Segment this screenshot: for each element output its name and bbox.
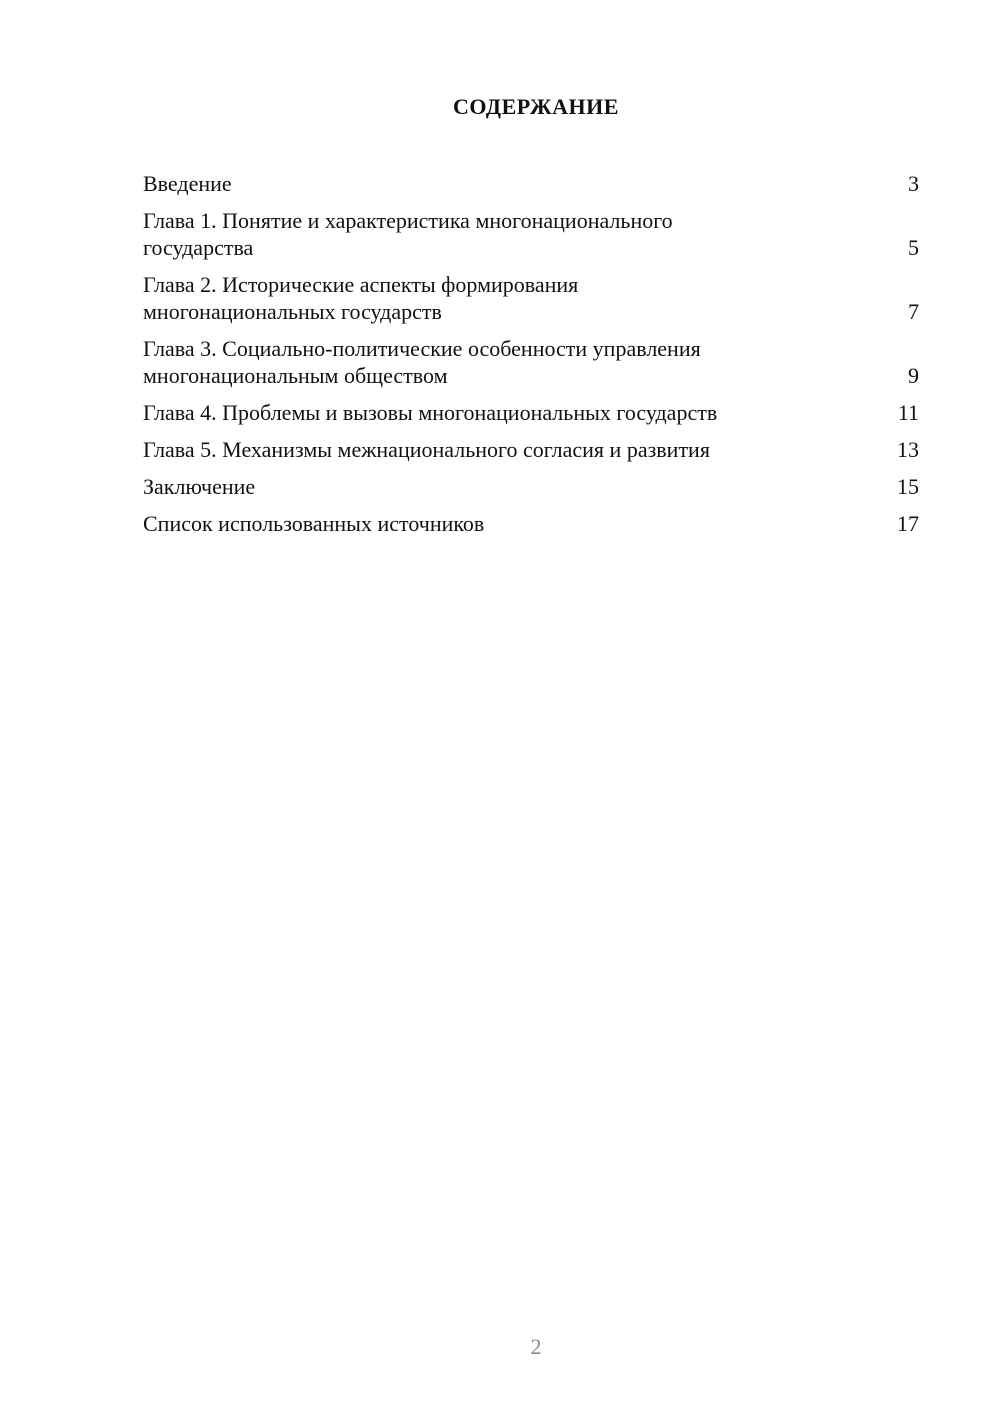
toc-entry-chapter-5 <box>143 436 919 463</box>
toc-entry-page: 13 <box>897 437 919 462</box>
toc-entry-line: многонациональным обществом <box>143 363 448 388</box>
toc-entry-page: 15 <box>897 474 919 499</box>
toc-entry-line: Глава 2. Исторические аспекты формирования <box>143 272 579 297</box>
page-number: 2 <box>530 1334 542 1359</box>
toc-entry-chapter-4 <box>143 399 919 426</box>
table-of-contents <box>143 170 919 547</box>
toc-entry-page: 3 <box>908 171 919 196</box>
toc-entry-title <box>143 436 710 463</box>
toc-title: СОДЕРЖАНИЕ <box>453 94 619 119</box>
toc-entry-references <box>143 510 919 537</box>
toc-entry-line: Глава 3. Социально-политические особенности управления <box>143 336 701 361</box>
toc-entry-introduction <box>143 170 919 197</box>
toc-entry-title <box>143 510 484 537</box>
toc-entry-title <box>143 170 232 197</box>
toc-entry-title <box>143 399 717 426</box>
toc-entry-chapter-3 <box>143 335 919 389</box>
toc-entry-page: 11 <box>897 400 919 425</box>
toc-entry-conclusion <box>143 473 919 500</box>
toc-entry-line: Глава 5. Механизмы межнационального согласия и развития <box>143 437 710 462</box>
toc-entry-title <box>143 271 578 325</box>
toc-entry-title <box>143 473 255 500</box>
toc-entry-line: государства <box>143 235 254 260</box>
toc-entry-page: 5 <box>908 235 919 260</box>
toc-entry-line: Глава 4. Проблемы и вызовы многонациональных государств <box>143 400 718 425</box>
toc-entry-line: многонациональных государств <box>143 299 442 324</box>
toc-entry-page: 9 <box>908 363 919 388</box>
toc-entry-line: Введение <box>143 171 232 196</box>
toc-entry-page: 17 <box>897 511 919 536</box>
toc-entry-chapter-1 <box>143 207 919 261</box>
toc-entry-line: Заключение <box>143 474 256 499</box>
toc-entry-line: Список использованных источников <box>143 511 485 536</box>
toc-entry-line: Глава 1. Понятие и характеристика многонационального <box>143 208 673 233</box>
toc-entry-page: 7 <box>908 299 919 324</box>
toc-entry-chapter-2 <box>143 271 919 325</box>
toc-entry-title <box>143 207 673 261</box>
toc-entry-title <box>143 335 701 389</box>
